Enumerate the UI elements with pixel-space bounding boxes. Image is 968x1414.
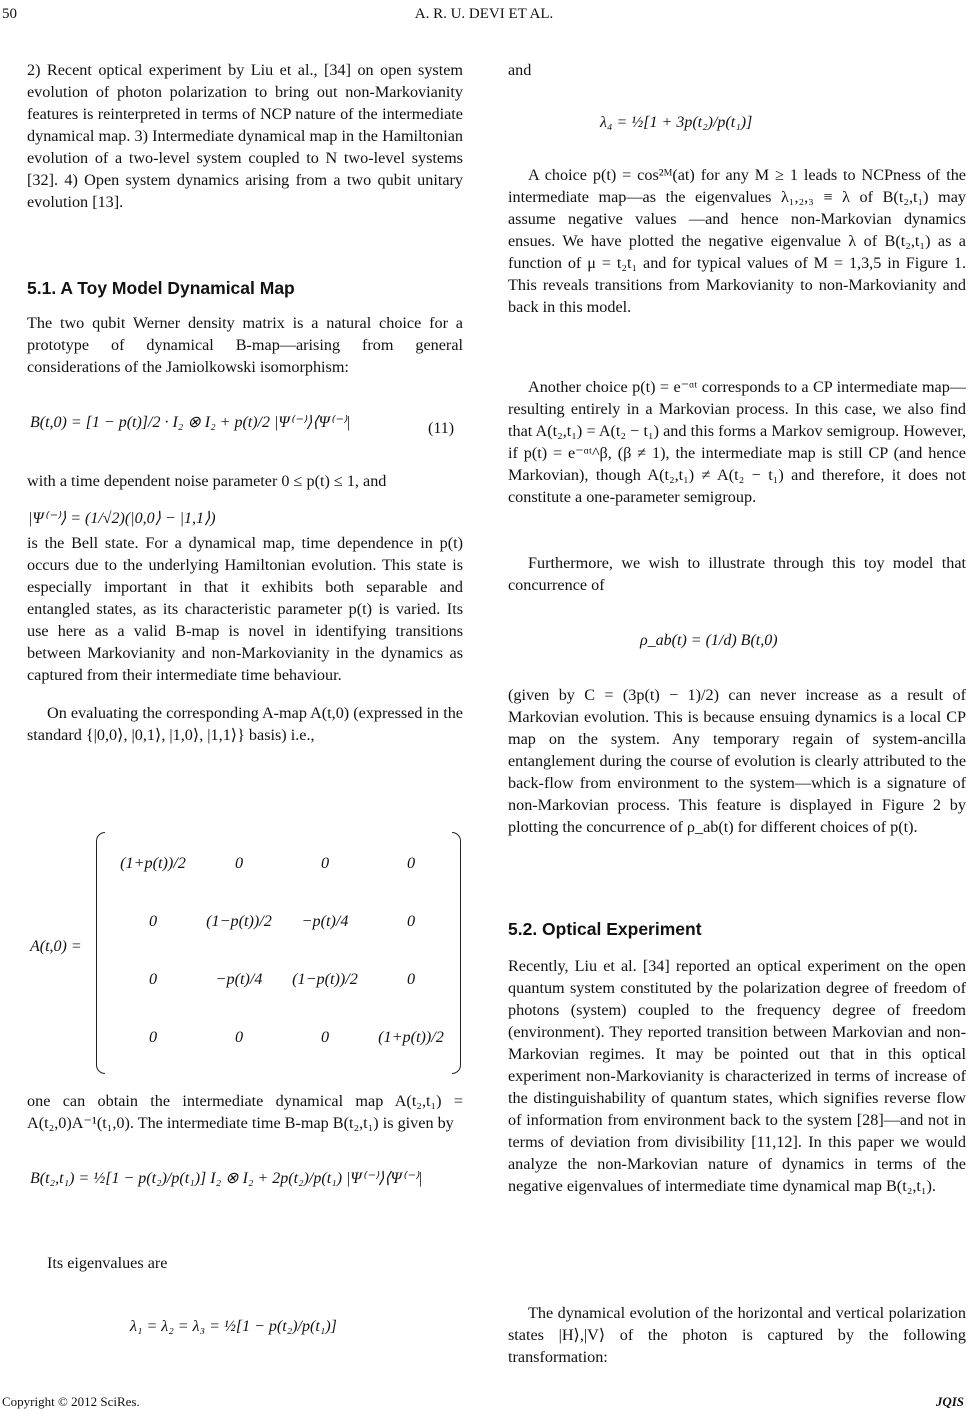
- section-heading: 5.2. Optical Experiment: [508, 919, 702, 939]
- paragraph-text: is the Bell state. For a dynamical map, time dependence in p(t) occurs due to the underlying Hamiltonian evolution. This state is especially important in that it exhibits both separable and entangled states, as its characteristic parameter p(t) is varied. Its use here as a valid B-map is novel in identifying transitions between Markovianity and non-Markovianity in the dynamics as captured from their intermediate time behaviour.: [27, 534, 463, 684]
- matrix-cell: 0: [320, 854, 330, 872]
- paragraph: one can obtain the intermediate dynamical map A(t₂,t₁) = A(t₂,0)A⁻¹(t₁,0). The intermediate time B-map B(t₂,t₁) is given by: [27, 1092, 463, 1132]
- equation-eigenvalues-123: λ₁ = λ₂ = λ₃ = ½[1 − p(t₂)/p(t₁)]: [130, 1318, 337, 1335]
- matrix-cell: (1−p(t))/2: [206, 912, 272, 930]
- matrix-cell: 0: [406, 970, 416, 988]
- equation-rho: ρ_ab(t) = (1/d) B(t,0): [640, 632, 778, 649]
- paragraph: Its eigenvalues are: [47, 1254, 168, 1272]
- equation-b-intermediate: B(t₂,t₁) = ½[1 − p(t₂)/p(t₁)] I₂ ⊗ I₂ + 2p(t₂)/p(t₁) |Ψ⁽⁻⁾⟩⟨Ψ⁽⁻⁾|: [30, 1170, 423, 1187]
- matrix-cell: (1+p(t))/2: [378, 1028, 444, 1046]
- matrix-cell: 0: [234, 854, 244, 872]
- page-number: 50: [2, 6, 17, 22]
- paragraph: Furthermore, we wish to illustrate through this toy model that concurrence of: [508, 554, 966, 594]
- copyright: Copyright © 2012 SciRes.: [2, 1394, 140, 1409]
- matrix-cell: 0: [320, 1028, 330, 1046]
- paragraph: and: [508, 61, 532, 79]
- matrix-cell: (1−p(t))/2: [292, 970, 358, 988]
- paragraph: [27, 532, 463, 686]
- equation-eigenvalue-4: λ₄ = ½[1 + 3p(t₂)/p(t₁)]: [600, 114, 753, 131]
- matrix-cell: 0: [148, 912, 158, 930]
- paragraph: 2) Recent optical experiment by Liu et al., [34] on open system evolution of photon polarization to bring out non-Markovianity features is reinterpreted in terms of NCP nature of the intermediate dynamical map. 3) Intermediate dynamical map in the Hamiltonian evolution of a two-level system coupled to N two-level systems [32]. 4) Open system dynamics arising from a two qubit unitary evolution [13].: [27, 61, 463, 211]
- running-title: A. R. U. DEVI ET AL.: [414, 6, 554, 22]
- section-heading: 5.1. A Toy Model Dynamical Map: [27, 278, 295, 298]
- bell-state-equation: |Ψ⁽⁻⁾⟩ = (1/√2)(|0,0⟩ − |1,1⟩): [28, 510, 216, 527]
- matrix-lhs: A(t,0) =: [30, 938, 82, 955]
- equation-number: (11): [428, 420, 455, 437]
- paragraph: A choice p(t) = cos²ᴹ(at) for any M ≥ 1 leads to NCPness of the intermediate map—as the eigenvalues λ₁,₂,₃ ≡ λ of B(t₂,t₁) may assume negative values —and hence non-Markovian dynamics ensues. We have plotted the negative eigenvalue λ of B(t₂,t₁) as a function of μ = t₂t₁ and for typical values of M = 1,3,5 in Figure 1. This reveals transitions from Markovianity to non-Markovianity and back in this model.: [508, 166, 966, 316]
- paragraph: Another choice p(t) = e⁻ᵅᵗ corresponds to a CP intermediate map—resulting entirely in a Markovian process. In this case, we also find that A(t₂,t₁) = A(t₂ − t₁) and this forms a Markov semigroup. However, if p(t) = e⁻ᵅᵗ^β, (β ≠ 1), the intermediate map is still CP (and hence Markovian), though A(t₂,t₁) ≠ A(t₂ − t₁) and therefore, it does not constitute a one-parameter semigroup.: [508, 378, 966, 506]
- matrix-bracket-left: [96, 832, 105, 1074]
- matrix-cell: 0: [148, 970, 158, 988]
- paragraph: (given by C = (3p(t) − 1)/2) can never increase as a result of Markovian evolution. This is because ensuing dynamics is a local CP map on the system. Any temporary regain of system-ancilla entanglement during the course of evolution is clearly attributed to the back-flow from environment to the system—which is a signature of non-Markovian process. This feature is displayed in Figure 2 by plotting the concurrence of ρ_ab(t) for different choices of p(t).: [508, 686, 966, 836]
- matrix-a: [110, 840, 454, 1060]
- matrix-cell: 0: [406, 854, 416, 872]
- matrix-cell: −p(t)/4: [301, 912, 349, 930]
- matrix-cell: 0: [234, 1028, 244, 1046]
- journal-name: JQIS: [935, 1394, 964, 1409]
- paragraph: The two qubit Werner density matrix is a natural choice for a prototype of dynamical B-map—arising from general considerations of the Jamiolkowski isomorphism:: [27, 314, 463, 376]
- paragraph: with a time dependent noise parameter 0 ≤ p(t) ≤ 1, and: [27, 472, 387, 490]
- matrix-cell: 0: [406, 912, 416, 930]
- paragraph: The dynamical evolution of the horizontal and vertical polarization states |H⟩,|V⟩ of the photon is captured by the following transformation:: [508, 1304, 966, 1366]
- paragraph: Recently, Liu et al. [34] reported an optical experiment on the open quantum system constituted by the polarization degree of freedom of photons (system) coupled to the frequency degree of freedom (environment). They reported transition between Markovian and non-Markovian regimes. It may be pointed out that in this optical experiment non-Markovianity is characterized in terms of increase of the distinguishability of quantum states, which signifies reverse flow of information from environment back to the system [28]—and not in terms of deviation from divisibility [11,12]. In this paper we would analyze the non-Markovian nature of dynamics in terms of the negative eigenvalues of intermediate time dynamical map B(t₂,t₁).: [508, 957, 966, 1195]
- equation-11: B(t,0) = [1 − p(t)]/2 · I₂ ⊗ I₂ + p(t)/2 |Ψ⁽⁻⁾⟩⟨Ψ⁽⁻⁾|: [30, 414, 351, 431]
- matrix-cell: 0: [148, 1028, 158, 1046]
- matrix-cell: −p(t)/4: [215, 970, 263, 988]
- paragraph: On evaluating the corresponding A-map A(t,0) (expressed in the standard {|0,0⟩, |0,1⟩, |1,0⟩, |1,1⟩} basis) i.e.,: [27, 704, 463, 744]
- matrix-cell: (1+p(t))/2: [120, 854, 186, 872]
